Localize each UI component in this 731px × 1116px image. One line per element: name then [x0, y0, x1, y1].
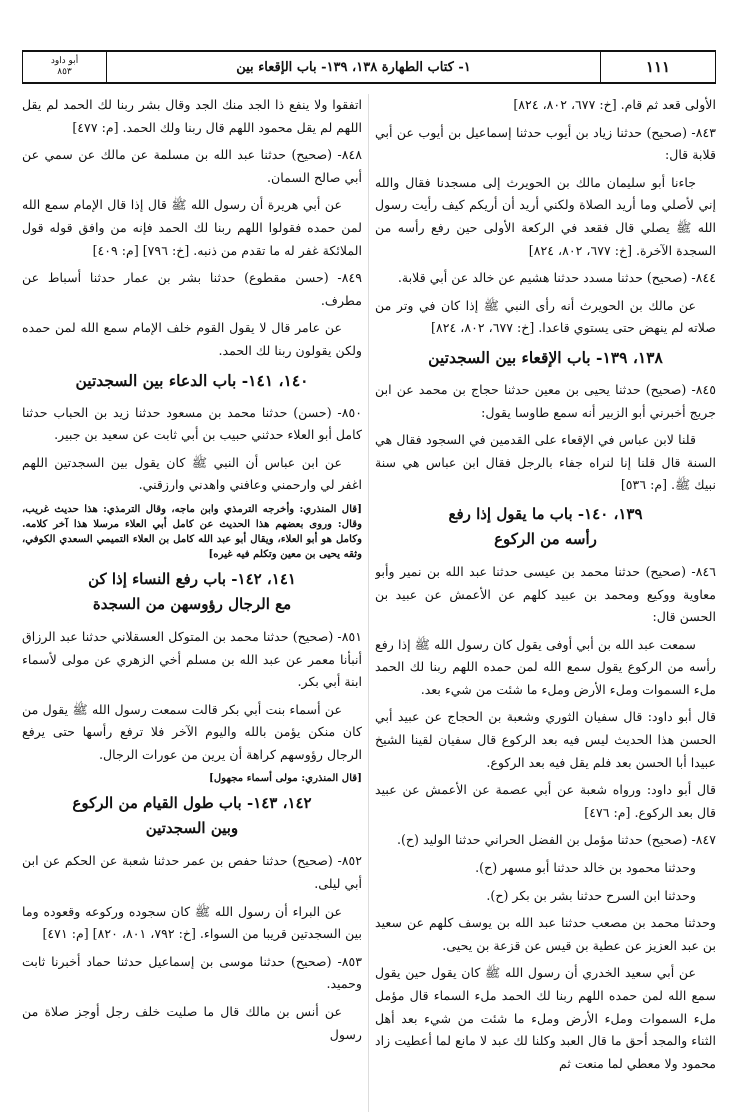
paragraph: الأولى قعد ثم قام. [خ: ٦٧٧، ٨٠٢، ٨٢٤]	[513, 97, 716, 112]
hadith-844-chain: ٨٤٤- (صحيح) حدثنا مسدد حدثنا هشيم عن خالد عن أبي قلابة.	[397, 270, 716, 286]
mundhiri-note-2: [قال المنذري: مولى أسماء مجهول]	[209, 772, 362, 785]
hadith-848-chain: ٨٤٨- (صحيح) حدثنا عبد الله بن مسلمة عن مالك عن سمي عن أبي صالح السمان.	[22, 147, 362, 185]
book-name: أبو داود	[50, 56, 79, 66]
chapter-heading-line1: ١٣٩، ١٤٠- باب ما يقول إذا رفع	[448, 504, 643, 523]
hadith-849-chain: ٨٤٩- (حسن مقطوع) حدثنا بشر بن عمار حدثنا أسباط عن مطرف.	[22, 270, 362, 308]
hadith-852-chain: ٨٥٢- (صحيح) حدثنا حفص بن عمر حدثنا شعبة عن الحكم عن ابن أبي ليلى.	[22, 853, 362, 892]
chapter-heading-dua: ١٤٠، ١٤١- باب الدعاء بين السجدتين	[75, 370, 309, 390]
hadith-845-text: قلنا لابن عباس في الإقعاء على القدمين في السجود فقال هي السنة قال قلنا إنا لنراه جفاء بالرجل فقال ابن عباس هي سنة نبيك ﷺ. [م: ٥٣٦]	[375, 432, 716, 493]
chapter-heading-iqaa: ١٣٨، ١٣٩- باب الإقعاء بين السجدتين	[428, 347, 663, 367]
hadith-844-text: عن مالك بن الحويرث أنه رأى النبي ﷺ إذا كان في وتر من صلاته لم ينهض حتى يستوي قاعدا. [خ: ٦٧٧، ٨٠٢، ٨٢٤]	[375, 297, 716, 336]
hadith-848-text: عن أبي هريرة أن رسول الله ﷺ قال إذا قال الإمام سمع الله لمن حمده فقولوا اللهم ربنا لك الحمد فإنه من وافق قوله قول الملائكة غفر له ما تقدم من ذنبه. [خ: ٧٩٦] [م: ٤٠٩]	[22, 197, 362, 258]
hadith-849-text: عن عامر قال لا يقول القوم خلف الإمام سمع الله لمن حمده ولكن يقولون ربنا لك الحمد.	[22, 320, 362, 358]
hadith-847-text: عن أبي سعيد الخدري أن رسول الله ﷺ كان يقول حين يقول سمع الله لمن حمده اللهم ربنا لك الحمد ملء السماء قال مؤمل ملء السموات وملء الأرض وملء ما شئت من شيء بعد أهل الثناء والمجد أحق ما قال العبد وكلنا لك عبد لا مانع لما أعطيت زاد محمود ولا معطي لما منعت ثم	[375, 965, 716, 1071]
abu-dawud-comment-1: قال أبو داود: قال سفيان الثوري وشعبة بن الحجاج عن عبيد أبي الحسن هذا الحديث ليس فيه بعد الركوع قال سفيان لقينا الشيخ عبيدا أبا الحسن بعد فلم يقل فيه بعد الركوع.	[375, 709, 716, 770]
hadith-846-text: سمعت عبد الله بن أبي أوفى يقول كان رسول الله ﷺ إذا رفع رأسه من الركوع يقول سمع الله لمن حمده اللهم ربنا لك الحمد ملء السموات وملء الأرض وملء ما شئت من شيء بعد.	[375, 636, 716, 697]
book-page-number: ٨٥٣	[57, 67, 72, 77]
chapter-heading-standing	[22, 791, 362, 841]
hadith-853-chain: ٨٥٣- (صحيح) حدثنا موسى بن إسماعيل حدثنا حماد أخبرنا ثابت وحميد.	[22, 953, 362, 992]
hadith-847-chain-4: وحدثنا محمد بن مصعب حدثنا عبد الله بن يوسف كلهم عن سعيد بن عبد العزيز عن عطية بن قيس عن قزعة بن يحيى.	[375, 915, 716, 953]
chapter-heading-raising-head	[375, 502, 716, 552]
book-reference	[23, 52, 107, 82]
chapter-heading-line1: ١٤١، ١٤٢- باب رفع النساء إذا كن	[88, 569, 296, 588]
column-divider	[368, 94, 369, 1112]
hadith-852-text: عن البراء أن رسول الله ﷺ كان سجوده وركوعه وقعوده وما بين السجدتين قريبا من السواء. [خ: ٧٩٢، ٨٠١، ٨٢٠] [م: ٤٧١]	[22, 903, 362, 942]
hadith-845-chain: ٨٤٥- (صحيح) حدثنا يحيى بن معين حدثنا حجاج بن محمد عن ابن جريج أخبرني أبو الزبير أنه سمع طاوسا يقول:	[375, 381, 716, 420]
page-header	[22, 50, 716, 84]
chapter-heading-line2: وبين السجدتين	[145, 819, 239, 838]
chapter-heading-line1: ١٤٢، ١٤٣- باب طول القيام من الركوع	[72, 794, 312, 813]
hadith-847-chain-2: وحدثنا محمود بن خالد حدثنا أبو مسهر (ح).	[475, 860, 696, 876]
abu-dawud-comment-2: قال أبو داود: ورواه شعبة عن أبي عصمة عن الأعمش عن عبيد قال بعد الركوع. [م: ٤٧٦]	[375, 782, 716, 820]
hadith-851-chain: ٨٥١- (صحيح) حدثنا محمد بن المتوكل العسقلاني حدثنا عبد الرزاق أنبأنا معمر عن عبد الله بن مسلم أخي الزهري عن مولى لأسماء ابنة أبي بكر.	[22, 628, 362, 690]
right-column	[375, 94, 716, 1112]
chapter-heading-line2: مع الرجال رؤوسهن من السجدة	[92, 594, 292, 613]
hadith-851-text: عن أسماء بنت أبي بكر قالت سمعت رسول الله ﷺ يقول من كان منكن يؤمن بالله واليوم الآخر فلا ترفع رأسها حتى يرفع الرجال رؤوسهم كراهة أن يرين من عورات الرجال.	[22, 701, 362, 762]
running-title: ١- كتاب الطهارة ١٣٨، ١٣٩- باب الإقعاء بين	[236, 59, 471, 75]
paragraph: اتفقوا ولا ينفع ذا الجد منك الجد وقال بشر ربنا لك الحمد لم يقل اللهم لم يقل محمود اللهم قال ربنا ولك الحمد. [م: ٤٧٧]	[22, 97, 362, 135]
hadith-850-chain: ٨٥٠- (حسن) حدثنا محمد بن مسعود حدثنا زيد بن الحباب حدثنا كامل أبو العلاء حدثني حبيب بن أبي ثابت عن سعيد بن جبير.	[22, 404, 362, 443]
hadith-847-chain-1: ٨٤٧- (صحيح) حدثنا مؤمل بن الفضل الحراني حدثنا الوليد (ح).	[397, 832, 716, 848]
hadith-843-chain: ٨٤٣- (صحيح) حدثنا زياد بن أيوب حدثنا إسماعيل بن أيوب عن أبي قلابة قال:	[375, 124, 716, 163]
left-column	[22, 94, 362, 1112]
mundhiri-note-1: [قال المنذري: وأخرجه الترمذي وابن ماجه، وقال الترمذي: هذا حديث غريب، وقال: وروى بعضهم هذا الحديث عن كامل أبي العلاء مرسلا هذا آخر كلامه. وكامل هو أبو العلاء، ويقال أبو عبد الله كامل بن العلاء التميمي السعدي الكوفي، وثقه يحيى بن معين وتكلم فيه غيره]	[22, 502, 362, 560]
page-number: ١١١	[600, 52, 715, 82]
chapter-heading-women	[22, 567, 362, 617]
hadith-843-text: جاءنا أبو سليمان مالك بن الحويرث إلى مسجدنا فقال والله إني لأصلي وما أريد الصلاة ولكني أريد أن أريكم كيف رأيت رسول الله ﷺ يصلي قال فقعد في الركعة الأولى حين رفع رأسه من السجدة الآخرة. [خ: ٦٧٧، ٨٠٢، ٨٢٤]	[375, 174, 716, 258]
chapter-heading-line2: رأسه من الركوع	[494, 529, 597, 548]
hadith-850-text: عن ابن عباس أن النبي ﷺ كان يقول بين السجدتين اللهم اغفر لي وارحمني وعافني واهدني وارزقني.	[22, 454, 362, 493]
hadith-847-chain-3: وحدثنا ابن السرح حدثنا بشر بن بكر (ح).	[486, 887, 696, 903]
hadith-853-text: عن أنس بن مالك قال ما صليت خلف رجل أوجز صلاة من رسول	[22, 1004, 362, 1042]
hadith-846-chain: ٨٤٦- (صحيح) حدثنا محمد بن عيسى حدثنا عبد الله بن نمير وأبو معاوية ووكيع ومحمد بن عبيد كلهم عن الأعمش عن عبيد بن الحسن قال:	[375, 563, 716, 625]
